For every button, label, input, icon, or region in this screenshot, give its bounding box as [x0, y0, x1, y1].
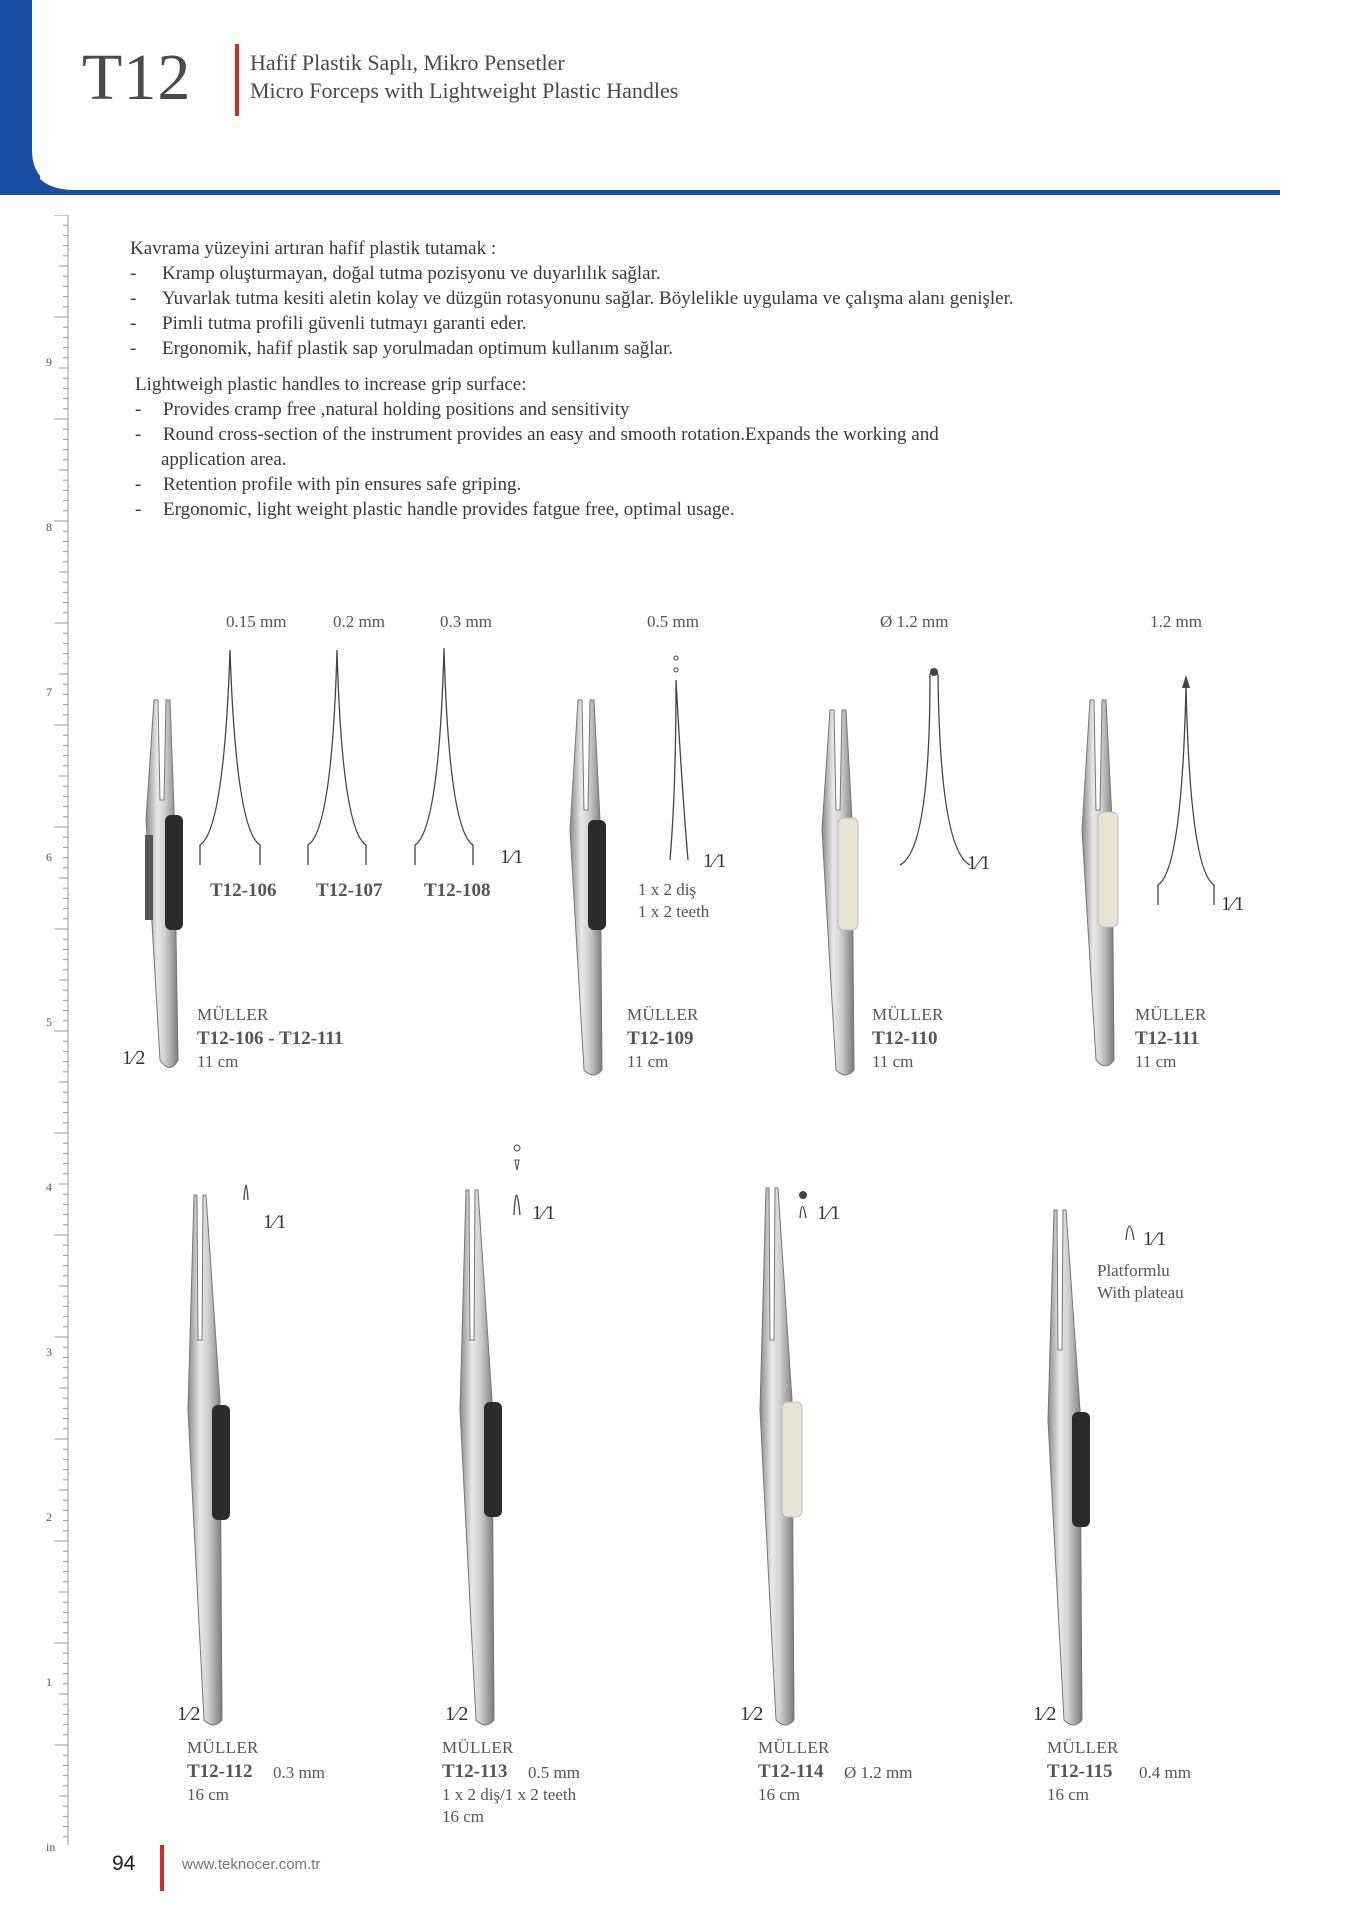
intro-tr-dash: - [130, 263, 137, 284]
forceps-image [188, 1195, 230, 1725]
scale-label: 1⁄2 [122, 1047, 146, 1069]
scale-label: 1⁄1 [967, 852, 991, 874]
intro-en-bullet: Round cross-section of the instrument provides an easy and smooth rotation.Expands the working and [163, 424, 939, 445]
scale-label: 1⁄1 [817, 1202, 841, 1224]
header-underline [40, 191, 1280, 195]
header-divider [235, 44, 239, 116]
product-code: T12-109 [627, 1028, 694, 1049]
tip-dim: 1.2 mm [1150, 612, 1202, 631]
scale-label: 1⁄2 [445, 1703, 469, 1725]
scale-label: 1⁄1 [263, 1211, 287, 1233]
scale-label: 1⁄1 [1221, 893, 1245, 915]
scale-label: 1⁄2 [177, 1703, 201, 1725]
scale-label: 1⁄1 [703, 850, 727, 872]
intro-en-bullet: Ergonomic, light weight plastic handle provides fatgue free, optimal usage. [163, 499, 735, 520]
product-brand: MÜLLER [1135, 1005, 1207, 1024]
measurement-ruler [40, 215, 70, 1845]
product-brand: MÜLLER [872, 1005, 944, 1024]
plateau-tr: Platformlu [1097, 1261, 1170, 1280]
product-brand: MÜLLER [1047, 1738, 1119, 1757]
tip-outline [1158, 685, 1214, 905]
intro-en-bullet: Provides cramp free ,natural holding positions and sensitivity [163, 399, 630, 420]
scale-label: 1⁄2 [1033, 1703, 1057, 1725]
product-length: 11 cm [1135, 1052, 1177, 1071]
tip-code: T12-108 [424, 880, 491, 901]
tip-dim: 0.5 mm [647, 612, 699, 631]
ruler-label-1: 1 [46, 1675, 52, 1689]
product-code: T12-112 [187, 1761, 253, 1782]
tip-outline [308, 650, 366, 865]
tip-code: T12-107 [316, 880, 383, 901]
product-length: 11 cm [627, 1052, 669, 1071]
product-code: T12-110 [872, 1028, 938, 1049]
product-brand: MÜLLER [197, 1005, 269, 1024]
forceps-image [145, 700, 183, 1068]
product-dim: 0.4 mm [1139, 1763, 1191, 1782]
intro-tr-bullet: Yuvarlak tutma kesiti aletin kolay ve düzgün rotasyonunu sağlar. Böylelikle uygulama ve çalışma alanı genişler. [162, 288, 1014, 309]
scale-label: 1⁄2 [740, 1703, 764, 1725]
teeth-tr: 1 x 2 diş [638, 880, 697, 899]
website-link[interactable]: www.teknocer.com.tr [182, 1856, 321, 1873]
product-code: T12-111 [1135, 1028, 1200, 1049]
tip-dim: 0.2 mm [333, 612, 385, 631]
tip-outline [900, 670, 970, 865]
intro-tr-dash: - [130, 313, 137, 334]
ruler-label-6: 6 [46, 850, 52, 864]
intro-tr-dash: - [130, 288, 137, 309]
product-length: 11 cm [872, 1052, 914, 1071]
teeth-en: 1 x 2 teeth [638, 902, 710, 921]
forceps-image [822, 710, 858, 1075]
intro-en-heading: Lightweigh plastic handles to increase grip surface: [135, 374, 527, 395]
ruler-label-7: 7 [46, 685, 52, 699]
intro-tr-heading: Kavrama yüzeyini artıran hafif plastik tutamak : [130, 238, 497, 259]
product-length: 16 cm [1047, 1785, 1090, 1804]
ruler-label-4: 4 [46, 1180, 52, 1194]
product-dim: 0.3 mm [273, 1763, 325, 1782]
page-number: 94 [112, 1852, 136, 1875]
row2-instrument-drawings [130, 1140, 1230, 1730]
tip-code: T12-106 [210, 880, 277, 901]
product-brand: MÜLLER [187, 1738, 259, 1757]
product-length: 16 cm [187, 1785, 230, 1804]
ruler-label-8: 8 [46, 520, 52, 534]
tip-dim: 0.3 mm [440, 612, 492, 631]
intro-tr-bullet: Ergonomik, hafif plastik sap yorulmadan optimum kullanım sağlar. [162, 338, 673, 359]
intro-tr-bullet: Pimli tutma profili güvenli tutmayı garanti eder. [162, 313, 527, 334]
plateau-en: With plateau [1097, 1283, 1184, 1302]
product-note: 1 x 2 diş/1 x 2 teeth [442, 1785, 577, 1804]
scale-label: 1⁄1 [532, 1202, 556, 1224]
tip-outline [670, 680, 688, 860]
tip-dim: 0.15 mm [226, 612, 287, 631]
ruler-label-3: 3 [46, 1345, 52, 1359]
forceps-image [760, 1188, 802, 1725]
product-dim: Ø 1.2 mm [844, 1763, 913, 1782]
intro-en-dash: - [135, 474, 142, 495]
forceps-image [460, 1190, 502, 1725]
product-code: T12-115 [1047, 1761, 1113, 1782]
intro-en-dash: - [135, 499, 142, 520]
product-brand: MÜLLER [758, 1738, 830, 1757]
forceps-image [1048, 1210, 1090, 1725]
title-turkish: Hafif Plastik Saplı, Mikro Pensetler [250, 50, 565, 75]
intro-en-dash: - [135, 399, 142, 420]
ruler-label-5: 5 [46, 1015, 52, 1029]
ruler-label-2: 2 [46, 1510, 52, 1524]
title-english: Micro Forceps with Lightweight Plastic Handles [250, 78, 679, 103]
intro-en-bullet: application area. [161, 449, 287, 470]
forceps-image [570, 700, 606, 1075]
ruler-label-9: 9 [46, 355, 52, 369]
intro-en-bullet: Retention profile with pin ensures safe griping. [163, 474, 522, 495]
product-code: T12-106 - T12-111 [197, 1028, 344, 1049]
intro-tr-dash: - [130, 338, 137, 359]
product-brand: MÜLLER [627, 1005, 699, 1024]
ruler-label-in: in [46, 1840, 56, 1854]
footer-divider [160, 1845, 164, 1891]
product-length: 16 cm [758, 1785, 801, 1804]
tip-outline [415, 648, 473, 865]
section-code: T12 [82, 41, 192, 114]
intro-en-dash: - [135, 424, 142, 445]
scale-label: 1⁄1 [500, 846, 524, 868]
product-code: T12-114 [758, 1761, 824, 1782]
product-length: 11 cm [197, 1052, 239, 1071]
product-dim: 0.5 mm [528, 1763, 580, 1782]
tip-dim: Ø 1.2 mm [880, 612, 949, 631]
product-brand: MÜLLER [442, 1738, 514, 1757]
forceps-image [1082, 700, 1118, 1066]
scale-label: 1⁄1 [1143, 1228, 1167, 1250]
tip-outline [200, 650, 260, 865]
intro-tr-bullet: Kramp oluşturmayan, doğal tutma pozisyonu ve duyarlılık sağlar. [162, 263, 661, 284]
product-length: 16 cm [442, 1807, 485, 1826]
product-code: T12-113 [442, 1761, 508, 1782]
